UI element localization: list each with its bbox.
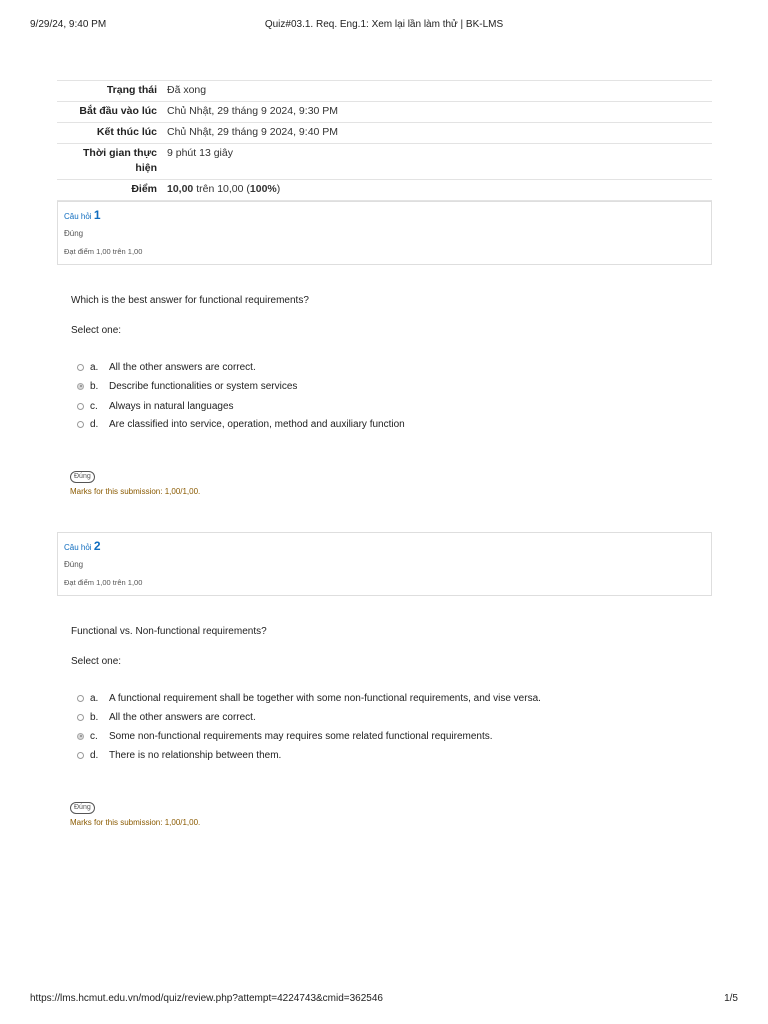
answer-letter: b.: [90, 711, 99, 723]
select-one-prompt: Select one:: [71, 656, 122, 667]
radio-button[interactable]: [77, 695, 84, 702]
answer-text: Some non-functional requirements may requires some related functional requirements.: [109, 730, 493, 742]
radio-button-checked[interactable]: [77, 383, 84, 390]
print-date: 9/29/24, 9:40 PM: [30, 19, 107, 30]
question-info-2: [57, 532, 712, 596]
submission-marks: Marks for this submission: 1,00/1,00.: [70, 487, 201, 496]
summary-value: 9 phút 13 giây: [162, 144, 712, 180]
summary-row-time-taken: [57, 144, 712, 180]
summary-row-state: [57, 81, 712, 102]
radio-button[interactable]: [77, 403, 84, 410]
summary-value: Chủ Nhật, 29 tháng 9 2024, 9:30 PM: [162, 102, 712, 123]
correct-badge: Đúng: [70, 802, 95, 814]
summary-value: Đã xong: [162, 81, 712, 102]
question-number-value: 1: [93, 208, 101, 222]
answer-letter: b.: [90, 380, 99, 392]
summary-row-grade: [57, 180, 712, 201]
summary-value: Chủ Nhật, 29 tháng 9 2024, 9:40 PM: [162, 123, 712, 144]
answer-letter: c.: [90, 730, 98, 742]
question-text: Which is the best answer for functional requirements?: [71, 295, 309, 306]
answer-option[interactable]: [77, 690, 541, 706]
answer-letter: d.: [90, 749, 99, 761]
answer-option[interactable]: [77, 416, 405, 432]
question-state: Đúng: [64, 560, 84, 569]
answer-text: Describe functionalities or system services: [109, 380, 298, 392]
summary-label: Bắt đầu vào lúc: [57, 102, 162, 123]
print-url: https://lms.hcmut.edu.vn/mod/quiz/review.php?attempt=4224743&cmid=362546: [30, 993, 383, 1004]
question-number-value: 2: [93, 539, 101, 553]
radio-button[interactable]: [77, 714, 84, 721]
summary-row-completed: [57, 123, 712, 144]
answer-letter: d.: [90, 418, 99, 430]
question-text: Functional vs. Non-functional requirements?: [71, 626, 267, 637]
answer-text: Always in natural languages: [109, 400, 234, 412]
print-header: [0, 19, 768, 33]
answer-option-selected[interactable]: [77, 378, 297, 394]
answer-option[interactable]: [77, 398, 234, 414]
grade-percent: 100%: [249, 183, 277, 195]
summary-label: Trạng thái: [57, 81, 162, 102]
question-number-prefix: Câu hỏi: [64, 212, 92, 221]
question-number: [64, 208, 101, 222]
submission-marks: Marks for this submission: 1,00/1,00.: [70, 818, 201, 827]
answer-letter: a.: [90, 361, 99, 373]
summary-label: Thời gian thực hiện: [57, 144, 162, 180]
question-grade: Đạt điểm 1,00 trên 1,00: [64, 578, 143, 587]
summary-label: Kết thúc lúc: [57, 123, 162, 144]
select-one-prompt: Select one:: [71, 325, 122, 336]
attempt-summary-table: [57, 80, 712, 201]
radio-button[interactable]: [77, 752, 84, 759]
print-title: Quiz#03.1. Req. Eng.1: Xem lại lần làm thử | BK-LMS: [264, 19, 504, 30]
radio-button[interactable]: [77, 421, 84, 428]
question-info-1: [57, 201, 712, 265]
answer-text: Are classified into service, operation, method and auxiliary function: [109, 418, 405, 430]
answer-option[interactable]: [77, 709, 256, 725]
grade-score: 10,00: [167, 183, 194, 195]
answer-option[interactable]: [77, 747, 281, 763]
summary-label: Điểm: [57, 180, 162, 201]
grade-close: ): [276, 183, 281, 195]
answer-text: All the other answers are correct.: [109, 361, 256, 373]
summary-value: [162, 180, 712, 201]
grade-total: trên 10,00 (: [193, 183, 250, 195]
question-grade: Đạt điểm 1,00 trên 1,00: [64, 247, 143, 256]
radio-button-checked[interactable]: [77, 733, 84, 740]
answer-option-selected[interactable]: [77, 728, 493, 744]
question-number-prefix: Câu hỏi: [64, 543, 92, 552]
summary-row-started: [57, 102, 712, 123]
page-number: 1/5: [724, 993, 738, 1004]
question-state: Đúng: [64, 229, 84, 238]
question-number: [64, 539, 101, 553]
answer-option[interactable]: [77, 359, 256, 375]
answer-text: There is no relationship between them.: [109, 749, 282, 761]
answer-letter: a.: [90, 692, 99, 704]
answer-letter: c.: [90, 400, 98, 412]
answer-text: All the other answers are correct.: [109, 711, 256, 723]
correct-badge: Đúng: [70, 471, 95, 483]
radio-button[interactable]: [77, 364, 84, 371]
answer-text: A functional requirement shall be together with some non-functional requirements, and vise versa.: [109, 692, 541, 704]
